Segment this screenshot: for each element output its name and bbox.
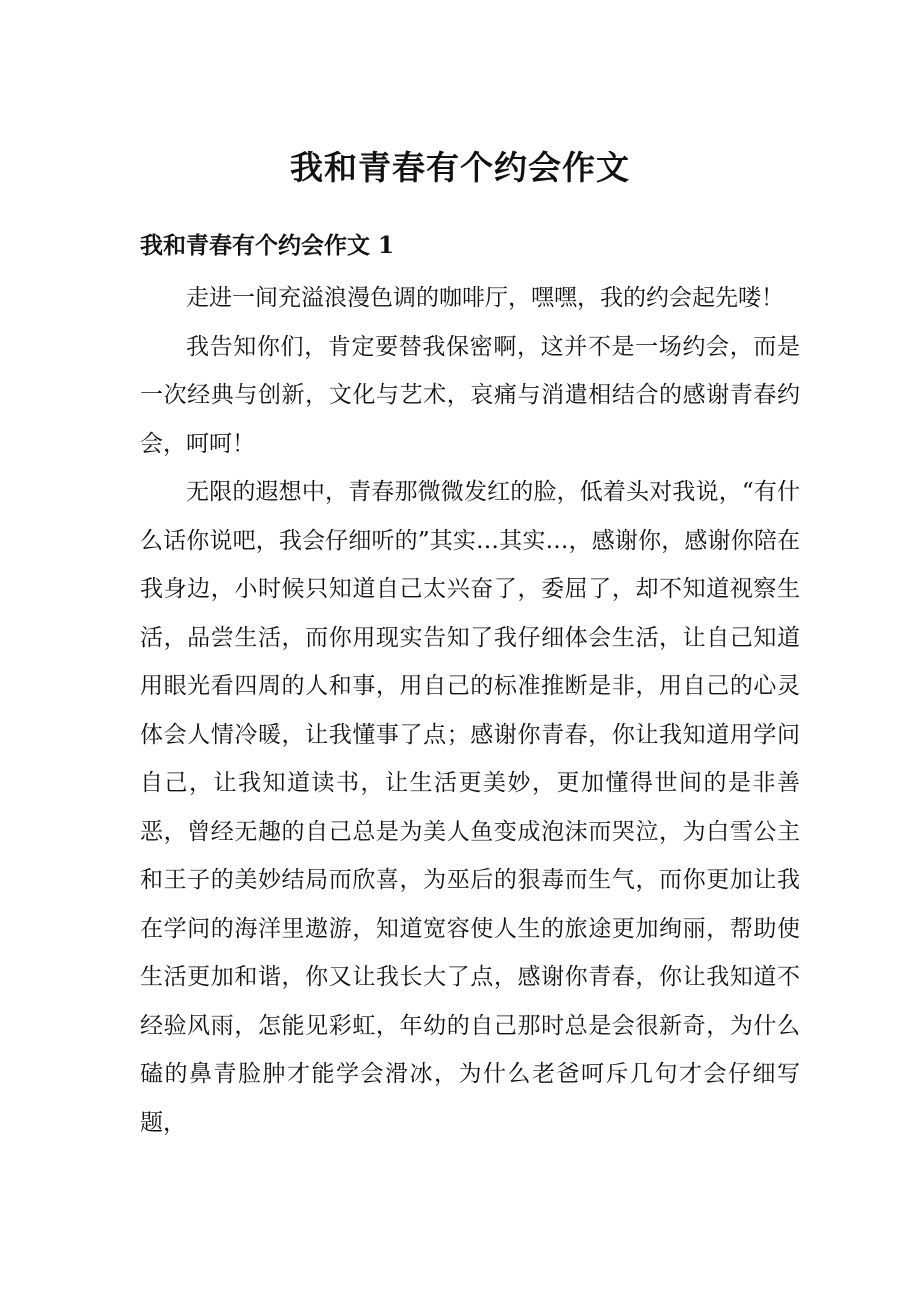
section-heading: 我和青春有个约会作文 1 — [140, 232, 395, 259]
paragraph-1: 走进一间充溢浪漫色调的咖啡厅，嘿嘿，我的约会起先喽！ — [186, 285, 784, 311]
document-title: 我和青春有个约会作文 — [290, 148, 630, 187]
essay-body — [140, 274, 800, 1147]
paragraph-3: 无限的遐想中，青春那微微发红的脸，低着头对我说，“有什么话你说吧，我会仔细听的”其实…其实…，感谢你，感谢你陪在我身边，小时候只知道自己太兴奋了，委屈了，却不知道视察生活，品尝生活，而你用现实告知了我仔细体会生活，让自己知道用眼光看四周的人和事，用自己的标准推断是非，用自己的心灵体会人情冷暖，让我懂事了点；感谢你青春，你让我知道用学问自己，让我知道读书，让生活更美妙，更加懂得世间的是非善恶，曾经无趣的自己总是为美人鱼变成泡沫而哭泣，为白雪公主和王子的美妙结局而欣喜，为巫后的狠毒而生气，而你更加让我在学问的海洋里遨游，知道宽容使人生的旅途更加绚丽，帮助使生活更加和谐，你又让我长大了点，感谢你青春，你让我知道不经验风雨，怎能见彩虹，年幼的自己那时总是会很新奇，为什么磕的鼻青脸肿才能学会滑冰，为什么老爸呵斥几句才会仔细写题， — [140, 479, 800, 1136]
paragraph-2: 我告知你们，肯定要替我保密啊，这并不是一场约会，而是一次经典与创新，文化与艺术，哀痛与消遣相结合的感谢青春约会，呵呵！ — [140, 333, 800, 457]
